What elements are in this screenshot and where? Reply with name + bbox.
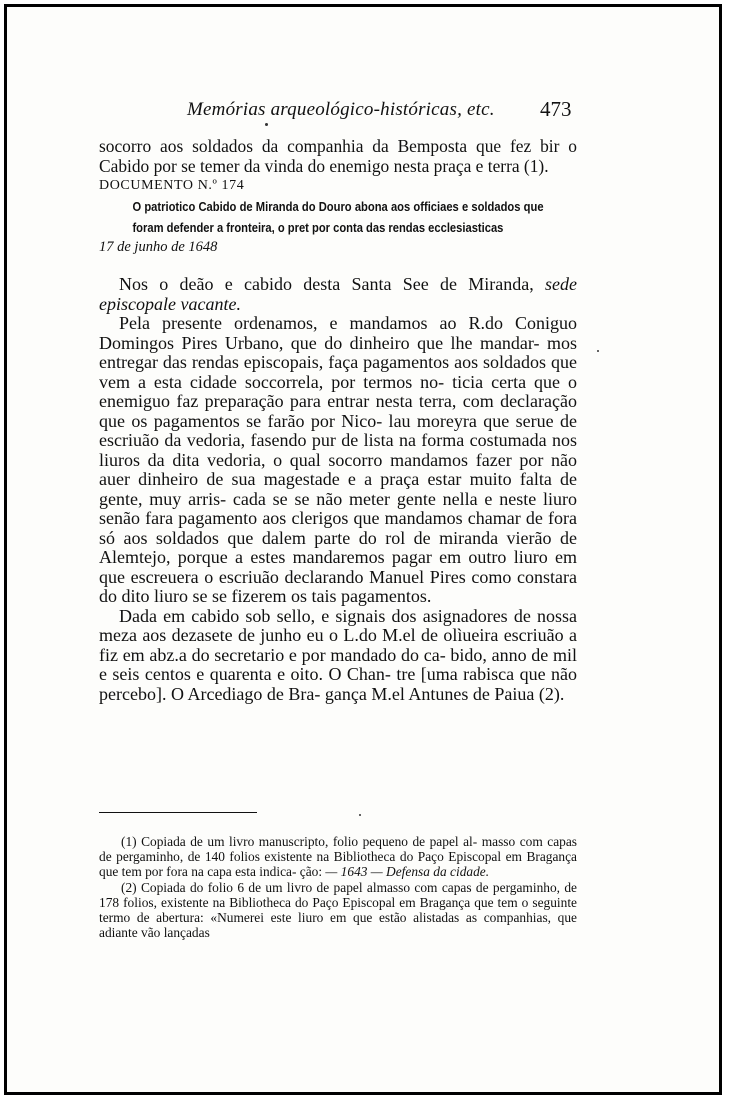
footnote-2: (2) Copiada do folio 6 de um livro de papel almasso com capas de pergaminho, de 178 folios, existente na Bibliotheca do Paço Episcopal em Bragança que tem o seguinte termo de abertura: «Numerei este liuro em que estão alistadas as companhias, que adiante vão lançadas bbox=[99, 879, 577, 941]
main-text bbox=[99, 137, 577, 704]
document-paragraph-3: Dada em cabido sob sello, e signais dos asignadores de nossa meza aos dezasete de junho eu o L.do M.el de olìueira escriuão a fiz em abz.a do secretario e por mandado do ca- bido, anno de mil e seis centos e quarenta e oito. O Chan- tre [uma rabisca que não percebo]. O Arcediago de Bra- gança M.el Antunes de Paiua (2). bbox=[99, 605, 577, 704]
document-body bbox=[99, 275, 577, 704]
document-date: 17 de junho de 1648 bbox=[99, 238, 218, 255]
paragraph-1-italic: sede episcopale vacante. bbox=[99, 274, 577, 314]
document-title: O patriotico Cabido de Miranda do Douro abona aos officiaes e soldados que foram defender a fronteira, o pret por conta das rendas ecclesiasticas bbox=[132, 198, 544, 235]
document-paragraph-2: Pela presente ordenamos, e mandamos ao R.do Coniguo Domingos Pires Urbano, que do dinheiro que lhe mandar- mos entregar das rendas episcopais, faça pagamentos aos soldados que vem a esta cidade soccorrela, por termos no- ticia certa que o enemiguo faz preparação para entrar nesta terra, com declaração que os pagamentos se farão por Nico- lau moreyra que serue de escriuão da vedoria, fasendo pur de lista na forma costumada nos liuros da dita vedoria, o qual socorro mandamos fazer por não auer dinheiro de sua magestade e a praça estar muito falta de gente, muy arris- cada se se não meter gente nella e neste liuro senão fara pagamento aos clerigos que mandamos chamar de fora só aos soldados que dalem parte do rol de miranda vierão de Alemtejo, porque a estes mandaremos pagar em outro liuro em que escreuera o escriuão declarando Manuel Pires como constara do dito liuro se se fizerem os tais pagamentos. bbox=[99, 313, 577, 607]
intro-paragraph: socorro aos soldados da companhia da Bemposta que fez bir o Cabido por se temer da vinda do enemigo nesta praça e terra (1). bbox=[99, 136, 577, 176]
ink-speck bbox=[359, 814, 361, 816]
ink-speck bbox=[597, 350, 599, 352]
paragraph-1-text: Nos o deão e cabido desta Santa See de Miranda, bbox=[119, 274, 546, 295]
running-title: Memórias arqueológico-históricas, etc. bbox=[187, 99, 495, 120]
page bbox=[4, 4, 722, 1095]
footnote-rule bbox=[99, 812, 257, 813]
ink-speck bbox=[265, 123, 268, 126]
document-number: DOCUMENTO N.º 174 bbox=[99, 178, 245, 194]
document-paragraph-1 bbox=[99, 275, 577, 314]
footnote-1 bbox=[99, 834, 577, 880]
page-number: 473 bbox=[540, 97, 572, 121]
footnotes bbox=[99, 834, 577, 940]
footnote-1-text: (1) Copiada de um livro manuscripto, folio pequeno de papel al- masso com capas de pergaminho, de 140 folios existente na Bibliotheca do Paço Episcopal em Bragança que tem por fora na capa esta indica- ção: bbox=[99, 834, 577, 880]
page-header bbox=[7, 99, 719, 123]
footnote-1-italic: — 1643 — Defensa da cidade. bbox=[325, 864, 490, 880]
